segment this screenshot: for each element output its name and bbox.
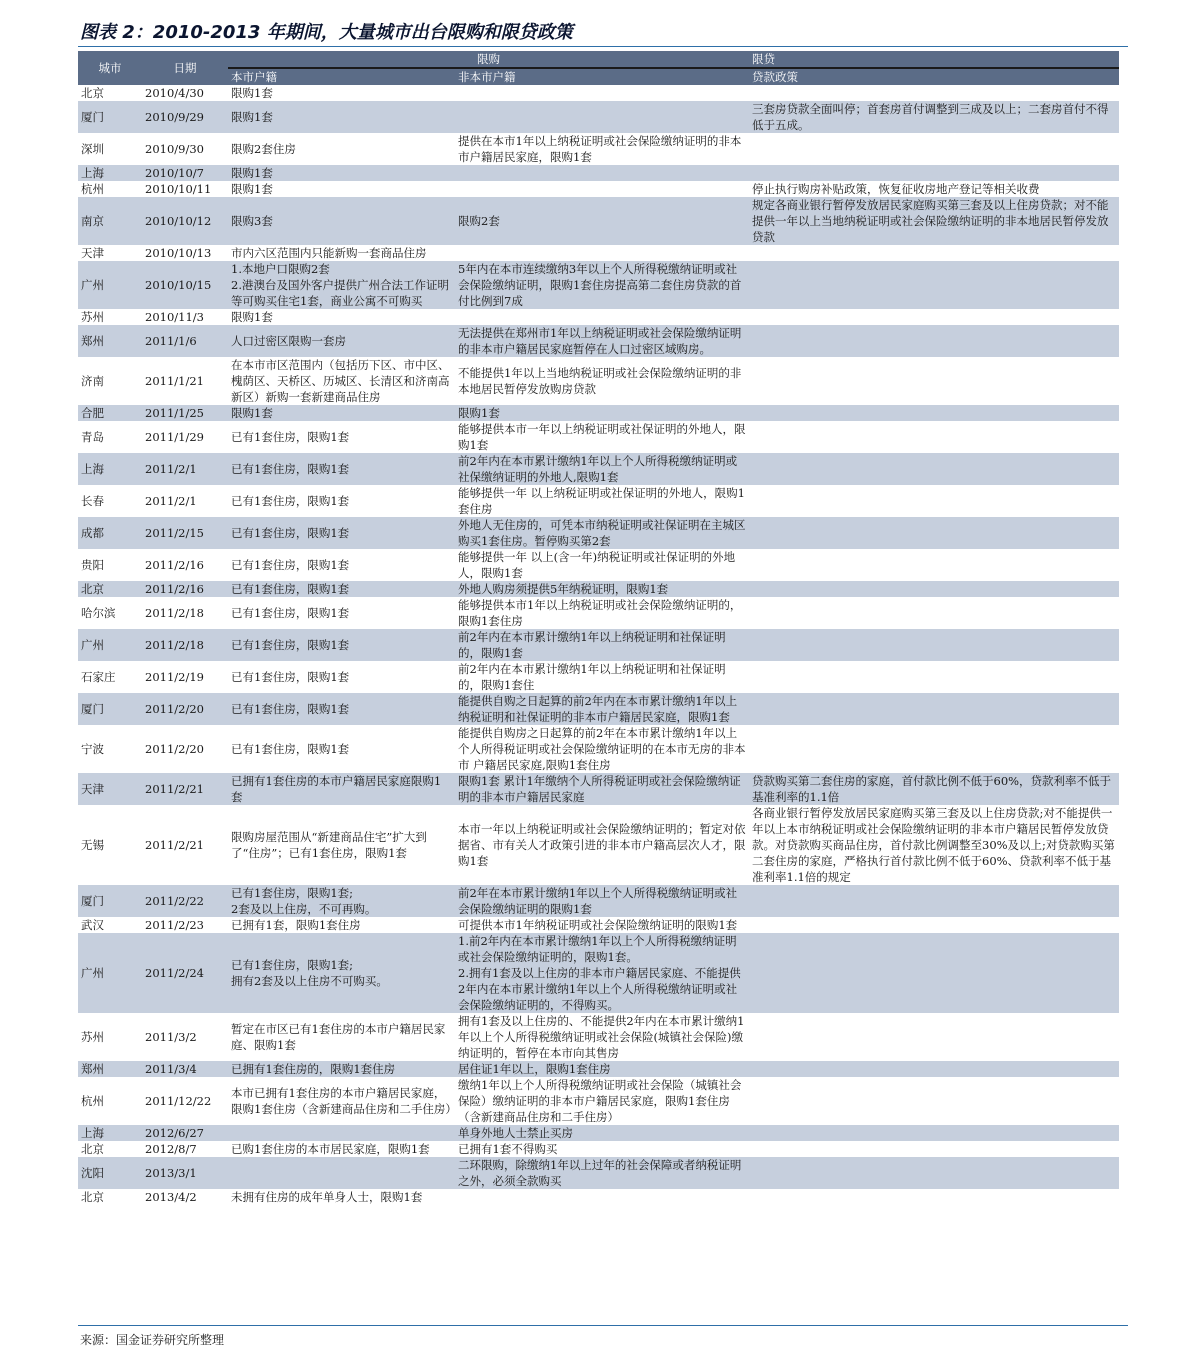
- cell-date: 2012/8/7: [145, 1142, 197, 1156]
- cell-city: 苏州: [81, 1030, 104, 1044]
- header-loan: 贷款政策: [749, 68, 1119, 85]
- cell-date: 2010/4/30: [145, 86, 204, 100]
- cell-date: 2011/2/20: [145, 742, 204, 756]
- cell-nonlocal: [455, 165, 749, 181]
- policy-table: [78, 51, 1119, 1205]
- cell-city: 苏州: [81, 310, 104, 324]
- cell-local: 已拥有1套，限购1套住房: [231, 918, 361, 932]
- cell-local: 已有1套住房，限购1套: [228, 693, 455, 725]
- cell-loan: [749, 933, 1119, 1013]
- cell-date: 2010/10/13: [145, 246, 212, 260]
- cell-city: 成都: [78, 517, 142, 549]
- cell-date: 2010/9/30: [145, 142, 204, 156]
- cell-date: 2013/3/1: [142, 1157, 228, 1189]
- cell-loan: [749, 485, 1119, 517]
- cell-loan: [749, 1077, 1119, 1125]
- cell-city: 广州: [78, 629, 142, 661]
- cell-nonlocal: 外地人无住房的，可凭本市纳税证明或社保证明在主城区购买1套住房。暂停购买第2套: [455, 517, 749, 549]
- cell-loan: [749, 165, 1119, 181]
- cell-loan: [749, 405, 1119, 421]
- table-body: [78, 85, 1119, 1205]
- cell-local: [228, 1125, 455, 1141]
- table-row: [78, 933, 1119, 1013]
- cell-city: 上海: [78, 165, 142, 181]
- cell-nonlocal: [455, 1189, 749, 1205]
- cell-nonlocal: 能提供自购之日起算的前2年内在本市累计缴纳1年以上纳税证明和社保证明的非本市户籍居民家庭，限购1套: [455, 693, 749, 725]
- cell-local: 限购1套: [228, 101, 455, 133]
- table-row: [78, 693, 1119, 725]
- header-nonlocal: 非本市户籍: [455, 68, 749, 85]
- cell-local: 限购1套: [228, 165, 455, 181]
- cell-loan: 规定各商业银行暂停发放居民家庭购买第三套及以上住房贷款；对不能提供一年以上当地纳税证明或社会保险缴纳证明的非本地居民暂停发放贷款: [749, 197, 1119, 245]
- cell-city: 郑州: [78, 1061, 142, 1077]
- cell-loan: [749, 421, 1119, 453]
- cell-date: 2011/2/22: [142, 885, 228, 917]
- cell-local: 限购房屋范围从“新建商品住宅”扩大到了“住房”；已有1套住房，限购1套: [231, 830, 427, 860]
- cell-city: 北京: [78, 581, 142, 597]
- cell-nonlocal: 本市一年以上纳税证明或社会保险缴纳证明的；暂定对依据省、市有关人才政策引进的非本市户籍高层次人才，限购1套: [458, 822, 746, 868]
- cell-nonlocal: 能提供自购房之日起算的前2年在本市累计缴纳1年以上个人所得税证明或社会保险缴纳证明的在本市无房的非本市 户籍居民家庭,限购1套住房: [458, 726, 746, 772]
- cell-local: 已拥有1套住房的本市户籍居民家庭限购1套: [228, 773, 455, 805]
- cell-city: 上海: [78, 453, 142, 485]
- source-divider: [78, 1325, 1128, 1326]
- cell-local: 限购2套住房: [231, 142, 296, 156]
- cell-local: 限购3套: [228, 197, 455, 245]
- table-row: [78, 805, 1119, 885]
- cell-date: 2011/1/6: [142, 325, 228, 357]
- cell-city: 宁波: [81, 742, 104, 756]
- cell-date: 2011/2/21: [142, 773, 228, 805]
- cell-date: 2011/2/18: [145, 606, 204, 620]
- cell-loan: [749, 1157, 1119, 1189]
- cell-local: 限购1套: [231, 86, 273, 100]
- table-row: [78, 197, 1119, 245]
- cell-local: 未拥有住房的成年单身人士，限购1套: [231, 1190, 423, 1204]
- cell-loan: [749, 517, 1119, 549]
- cell-local: 已有1套住房，限购1套; 2套及以上住房，不可再购。: [228, 885, 455, 917]
- table-row: [78, 773, 1119, 805]
- cell-date: 2012/6/27: [142, 1125, 228, 1141]
- cell-nonlocal: 前2年内在本市累计缴纳1年以上纳税证明和社保证明的，限购1套住: [458, 662, 726, 692]
- cell-date: 2010/11/3: [145, 310, 204, 324]
- cell-local: 限购1套: [231, 182, 273, 196]
- cell-local: 暂定在市区已有1套住房的本市户籍居民家庭、限购1套: [231, 1022, 446, 1052]
- cell-nonlocal: 限购2套: [455, 197, 749, 245]
- header-city: 城市: [78, 51, 142, 85]
- cell-loan: [749, 725, 1119, 773]
- cell-local: 已有1套住房，限购1套: [231, 494, 350, 508]
- table-row: [78, 661, 1119, 693]
- cell-loan: [749, 629, 1119, 661]
- cell-loan: [749, 325, 1119, 357]
- cell-local: 已拥有1套住房的，限购1套住房: [228, 1061, 455, 1077]
- cell-nonlocal: [455, 245, 749, 261]
- cell-nonlocal: 无法提供在郑州市1年以上纳税证明或社会保险缴纳证明的非本市户籍居民家庭暂停在人口过密区域购房。: [455, 325, 749, 357]
- cell-nonlocal: 前2年在本市累计缴纳1年以上个人所得税缴纳证明或社会保险缴纳证明的限购1套: [455, 885, 749, 917]
- cell-local: 已有1套住房，限购1套: [228, 453, 455, 485]
- cell-loan: [749, 453, 1119, 485]
- cell-city: 杭州: [81, 182, 104, 196]
- cell-city: 厦门: [78, 101, 142, 133]
- cell-city: 贵阳: [81, 558, 104, 572]
- cell-loan: [749, 885, 1119, 917]
- cell-nonlocal: 缴纳1年以上个人所得税缴纳证明或社会保险（城镇社会保险）缴纳证明的非本市户籍居民家庭，限购1套住房（含新建商品住房和二手住房）: [458, 1078, 742, 1124]
- cell-loan: 停止执行购房补贴政策，恢复征收房地产登记等相关收费: [752, 182, 1040, 196]
- cell-city: 广州: [78, 261, 142, 309]
- table-row: [78, 421, 1119, 453]
- table-row: [78, 357, 1119, 405]
- cell-local: 已有1套住房，限购1套: [231, 558, 350, 572]
- cell-nonlocal: 拥有1套及以上住房的、不能提供2年内在本市累计缴纳1年以上个人所得税缴纳证明或社会保险(城镇社会保险)缴纳证明的，暂停在本市向其售房: [458, 1014, 745, 1060]
- cell-local: 已有1套住房，限购1套: [231, 606, 350, 620]
- cell-city: 青岛: [81, 430, 104, 444]
- cell-date: 2011/2/1: [145, 494, 197, 508]
- cell-nonlocal: 单身外地人士禁止买房: [455, 1125, 749, 1141]
- source-note: 来源：国金证券研究所整理: [80, 1333, 225, 1347]
- cell-nonlocal: 二环限购，除缴纳1年以上过年的社会保障或者纳税证明之外，必须全款购买: [455, 1157, 749, 1189]
- cell-nonlocal: [455, 101, 749, 133]
- cell-date: 2011/2/1: [142, 453, 228, 485]
- cell-date: 2011/12/22: [145, 1094, 212, 1108]
- cell-loan: [749, 261, 1119, 309]
- cell-local: 已有1套住房，限购1套; 拥有2套及以上住房不可购买。: [228, 933, 455, 1013]
- cell-local: 已购1套住房的本市居民家庭，限购1套: [231, 1142, 430, 1156]
- cell-city: 厦门: [78, 693, 142, 725]
- cell-date: 2011/1/25: [142, 405, 228, 421]
- cell-date: 2010/10/11: [145, 182, 212, 196]
- cell-local: 已有1套住房，限购1套: [228, 629, 455, 661]
- table-row: [78, 1125, 1119, 1141]
- table-row: [78, 725, 1119, 773]
- cell-nonlocal: 5年内在本市连续缴纳3年以上个人所得税缴纳证明或社会保险缴纳证明，限购1套住房提高第二套住房贷款的首付比例到7成: [455, 261, 749, 309]
- table-row: [78, 1157, 1119, 1189]
- cell-nonlocal: [455, 85, 749, 101]
- cell-local: 市内六区范围内只能新购一套商品住房: [231, 246, 427, 260]
- cell-nonlocal: 前2年内在本市累计缴纳1年以上纳税证明和社保证明的，限购1套: [455, 629, 749, 661]
- cell-loan: [749, 85, 1119, 101]
- cell-nonlocal: [455, 309, 749, 325]
- cell-city: 长春: [81, 494, 104, 508]
- table-row: [78, 181, 1119, 197]
- cell-date: 2010/10/7: [142, 165, 228, 181]
- cell-loan: [749, 597, 1119, 629]
- cell-date: 2011/3/2: [145, 1030, 197, 1044]
- cell-nonlocal: 前2年内在本市累计缴纳1年以上个人所得税缴纳证明或社保缴纳证明的外地人,限购1套: [455, 453, 749, 485]
- header-purchase-group: 限购: [228, 51, 749, 68]
- cell-date: 2011/2/21: [145, 838, 204, 852]
- cell-local: 已有1套住房，限购1套: [231, 742, 350, 756]
- cell-nonlocal: 可提供本市1年纳税证明或社会保险缴纳证明的限购1套: [458, 918, 738, 932]
- cell-nonlocal: 能够提供本市一年以上纳税证明或社保证明的外地人，限购1套: [458, 422, 746, 452]
- cell-loan: 各商业银行暂停发放居民家庭购买第三套及以上住房贷款;对不能提供一年以上本市纳税证明或社会保险缴纳证明的非本市户籍居民暂停发放贷款。对贷款购买商品住房，首付款比例调整至30%及以上;对贷款购买第二套住房的家庭，严格执行首付款比例不低于60%、贷款利率不低于基准利率1.1倍的规定: [752, 806, 1115, 884]
- cell-nonlocal: 能够提供一年 以上(含一年)纳税证明或社保证明的外地人，限购1套: [458, 550, 736, 580]
- cell-local: 已有1套住房，限购1套: [228, 517, 455, 549]
- cell-local: 在本市市区范围内（包括历下区、市中区、槐荫区、天桥区、历城区、长清区和济南高新区）新购一套新建商品住房: [231, 358, 450, 404]
- cell-local: 限购1套: [231, 310, 273, 324]
- cell-loan: [749, 1189, 1119, 1205]
- cell-date: 2011/2/15: [142, 517, 228, 549]
- page-title: 图表 2：2010-2013 年期间，大量城市出台限购和限贷政策: [80, 22, 573, 43]
- cell-date: 2011/2/20: [142, 693, 228, 725]
- table-row: [78, 245, 1119, 261]
- cell-loan: [749, 357, 1119, 405]
- cell-city: 武汉: [81, 918, 104, 932]
- cell-city: 哈尔滨: [81, 606, 116, 620]
- cell-loan: [749, 549, 1119, 581]
- cell-loan: [749, 661, 1119, 693]
- table-row: [78, 133, 1119, 165]
- cell-date: 2011/2/19: [145, 670, 204, 684]
- table-row: [78, 405, 1119, 421]
- table-row: [78, 85, 1119, 101]
- cell-loan: [749, 245, 1119, 261]
- cell-nonlocal: 限购1套 累计1年缴纳个人所得税证明或社会保险缴纳证明的非本市户籍居民家庭: [455, 773, 749, 805]
- cell-local: 人口过密区限购一套房: [228, 325, 455, 357]
- cell-nonlocal: 能够提供一年 以上纳税证明或社保证明的外地人，限购1套住房: [458, 486, 745, 516]
- cell-nonlocal: 1.前2年内在本市累计缴纳1年以上个人所得税缴纳证明或社会保险缴纳证明的，限购1套。 2.拥有1套及以上住房的非本市户籍居民家庭、不能提供2年内在本市累计缴纳1年以上个人所得税缴纳证明或社会保险缴纳证明的，不得购买。: [455, 933, 749, 1013]
- table-row: [78, 1061, 1119, 1077]
- cell-city: 北京: [81, 1142, 104, 1156]
- cell-city: 北京: [81, 86, 104, 100]
- cell-local: [228, 1157, 455, 1189]
- cell-date: 2011/2/18: [142, 629, 228, 661]
- table-row: [78, 917, 1119, 933]
- cell-local: 已有1套住房，限购1套: [231, 670, 350, 684]
- cell-nonlocal: 不能提供1年以上当地纳税证明或社会保险缴纳证明的非本地居民暂停发放购房贷款: [458, 366, 742, 396]
- table-row: [78, 1189, 1119, 1205]
- table-row: [78, 165, 1119, 181]
- cell-date: 2010/9/29: [142, 101, 228, 133]
- cell-nonlocal: 限购1套: [455, 405, 749, 421]
- table-row: [78, 1141, 1119, 1157]
- cell-date: 2011/2/16: [145, 558, 204, 572]
- cell-date: 2013/4/2: [145, 1190, 197, 1204]
- header-local: 本市户籍: [228, 68, 455, 85]
- cell-local: 已有1套住房，限购1套: [231, 430, 350, 444]
- table-row: [78, 101, 1119, 133]
- cell-loan: [749, 1125, 1119, 1141]
- table-row: [78, 1077, 1119, 1125]
- cell-nonlocal: 能够提供本市1年以上纳税证明或社会保险缴纳证明的，限购1套住房: [458, 598, 742, 628]
- cell-loan: [749, 1061, 1119, 1077]
- cell-local: 本市已拥有1套住房的本市户籍居民家庭，限购1套住房（含新建商品住房和二手住房）: [231, 1086, 457, 1116]
- table-row: [78, 453, 1119, 485]
- cell-city: 南京: [78, 197, 142, 245]
- cell-loan: [749, 1141, 1119, 1157]
- cell-date: 2010/10/15: [142, 261, 228, 309]
- header-loan-group: 限贷: [749, 51, 1119, 68]
- table-row: [78, 309, 1119, 325]
- cell-local: 1.本地户口限购2套 2.港澳台及国外客户提供广州合法工作证明等可购买住宅1套，商业公寓不可购买: [228, 261, 455, 309]
- cell-city: 北京: [81, 1190, 104, 1204]
- cell-date: 2010/10/12: [142, 197, 228, 245]
- cell-city: 无锡: [81, 838, 104, 852]
- table-row: [78, 629, 1119, 661]
- cell-date: 2011/1/21: [145, 374, 204, 388]
- table-row: [78, 885, 1119, 917]
- cell-date: 2011/2/16: [142, 581, 228, 597]
- cell-city: 合肥: [78, 405, 142, 421]
- cell-nonlocal: [455, 181, 749, 197]
- cell-date: 2011/1/29: [145, 430, 204, 444]
- cell-city: 广州: [78, 933, 142, 1013]
- cell-local: 已有1套住房，限购1套: [228, 581, 455, 597]
- cell-city: 沈阳: [78, 1157, 142, 1189]
- cell-nonlocal: 外地人购房须提供5年纳税证明，限购1套: [455, 581, 749, 597]
- cell-loan: 贷款购买第二套住房的家庭，首付款比例不低于60%，贷款利率不低于基准利率的1.1倍: [749, 773, 1119, 805]
- cell-loan: [749, 693, 1119, 725]
- cell-nonlocal: 居住证1年以上，限购1套住房: [455, 1061, 749, 1077]
- title-divider: [78, 46, 1128, 47]
- cell-nonlocal: 提供在本市1年以上纳税证明或社会保险缴纳证明的非本市户籍居民家庭，限购1套: [458, 134, 742, 164]
- table-row: [78, 549, 1119, 581]
- cell-city: 郑州: [78, 325, 142, 357]
- table-row: [78, 581, 1119, 597]
- cell-loan: [749, 1013, 1119, 1061]
- cell-loan: [749, 309, 1119, 325]
- cell-city: 济南: [81, 374, 104, 388]
- cell-date: 2011/2/24: [142, 933, 228, 1013]
- cell-local: 限购1套: [228, 405, 455, 421]
- cell-city: 天津: [78, 773, 142, 805]
- cell-city: 天津: [81, 246, 104, 260]
- cell-city: 杭州: [81, 1094, 104, 1108]
- cell-date: 2011/3/4: [142, 1061, 228, 1077]
- cell-city: 厦门: [78, 885, 142, 917]
- table-row: [78, 325, 1119, 357]
- cell-loan: [749, 581, 1119, 597]
- table-row: [78, 485, 1119, 517]
- table-row: [78, 1013, 1119, 1061]
- cell-loan: 三套房贷款全面叫停；首套房首付调整到三成及以上；二套房首付不得低于五成。: [749, 101, 1119, 133]
- table-row: [78, 597, 1119, 629]
- cell-nonlocal: 已拥有1套不得购买: [458, 1142, 558, 1156]
- cell-loan: [749, 133, 1119, 165]
- cell-loan: [749, 917, 1119, 933]
- cell-city: 深圳: [81, 142, 104, 156]
- table-row: [78, 261, 1119, 309]
- cell-city: 石家庄: [81, 670, 116, 684]
- cell-city: 上海: [78, 1125, 142, 1141]
- cell-date: 2011/2/23: [145, 918, 204, 932]
- header-date: 日期: [142, 51, 228, 85]
- table-row: [78, 517, 1119, 549]
